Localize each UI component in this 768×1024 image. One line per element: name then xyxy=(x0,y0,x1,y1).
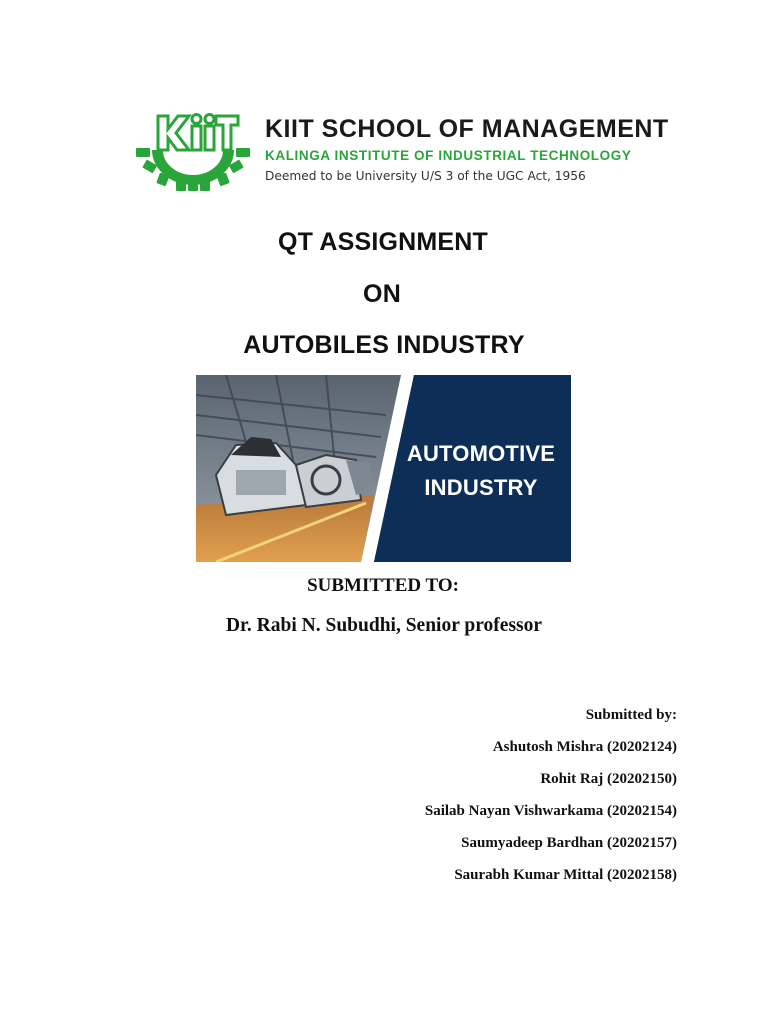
banner-line-automotive: AUTOMOTIVE xyxy=(406,441,556,466)
member-item: Saurabh Kumar Mittal (20202158) xyxy=(454,867,677,883)
professor-name: Dr. Rabi N. Subudhi, Senior professor xyxy=(225,615,543,636)
institute-name: KALINGA INSTITUTE OF INDUSTRIAL TECHNOLOGY xyxy=(265,148,632,163)
member-item: Ashutosh Mishra (20202124) xyxy=(492,739,677,755)
member-item: Sailab Nayan Vishwarkama (20202154) xyxy=(424,803,677,819)
banner-caption xyxy=(406,437,556,505)
automotive-industry-banner xyxy=(196,375,571,562)
deemed-university-line: Deemed to be University U/S 3 of the UGC Act, 1956 xyxy=(265,169,586,183)
submitted-by-label: Submitted by: xyxy=(585,707,677,723)
assignment-title: QT ASSIGNMENT xyxy=(277,228,488,256)
school-name: KIIT SCHOOL OF MANAGEMENT xyxy=(265,115,669,143)
kiit-logo-icon xyxy=(134,112,252,192)
submitted-to-label: SUBMITTED TO: xyxy=(307,575,459,596)
submitted-by-block xyxy=(425,704,677,896)
banner-line-industry: INDUSTRY xyxy=(424,475,538,500)
member-item: Rohit Raj (20202150) xyxy=(540,771,677,787)
title-on: ON xyxy=(363,280,401,308)
industry-title: AUTOBILES INDUSTRY xyxy=(243,331,525,359)
logo-text-block xyxy=(265,114,669,185)
member-item: Saumyadeep Bardhan (20202157) xyxy=(461,835,677,851)
header xyxy=(134,112,669,192)
